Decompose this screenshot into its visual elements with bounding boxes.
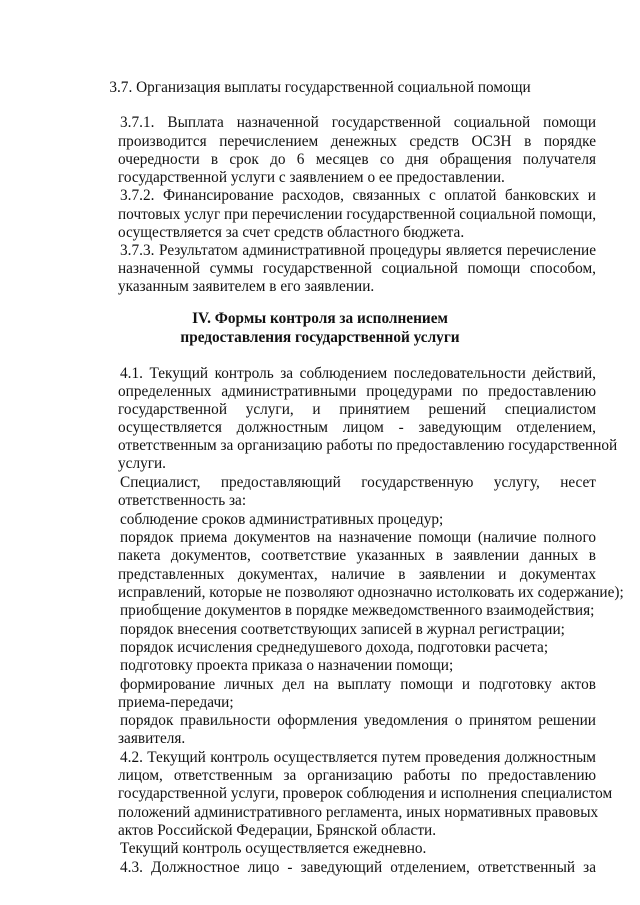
text-line: ответственность за: xyxy=(118,492,247,509)
text-line: 4.2. Текущий контроль осуществляется путем проведения должностным xyxy=(120,749,596,766)
text-line: ответственным за организацию работы по предоставлению государственной xyxy=(118,437,618,454)
section-3-7-title: 3.7. Организация выплаты государственной социальной помощи xyxy=(109,79,531,96)
paragraph-daily-control: Текущий контроль осуществляется ежедневно. xyxy=(120,840,427,857)
text-line: очередности в срок до 6 месяцев со дня обращения получателя xyxy=(118,151,596,168)
text-line: представленных документах, наличие в заявлении и документах xyxy=(118,566,596,583)
text-line: формирование личных дел на выплату помощи и подготовку актов xyxy=(120,676,596,693)
text-line: осуществляется за счет средств областного бюджета. xyxy=(118,224,465,241)
text-line: 4.1. Текущий контроль за соблюдением последовательности действий, xyxy=(120,365,596,382)
text-line: лицом, ответственным за организацию работы по предоставлению xyxy=(118,767,596,784)
responsibility-item: порядок исчисления среднедушевого дохода, подготовки расчета; xyxy=(120,639,549,656)
text-line: осуществляется должностным лицом - заведующим отделением, xyxy=(118,419,596,436)
responsibility-item: порядок внесения соответствующих записей в журнал регистрации; xyxy=(120,621,565,638)
text-line: 3.7.1. Выплата назначенной государственной социальной помощи xyxy=(120,114,596,131)
text-line: 3.7.3. Результатом административной процедуры является перечисление xyxy=(120,242,596,259)
text-line: порядок приема документов на назначение помощи (наличие полного xyxy=(120,529,596,546)
paragraph-4-3: 4.3. Должностное лицо - заведующий отделением, ответственный за xyxy=(120,859,596,876)
responsibility-item: подготовку проекта приказа о назначении помощи; xyxy=(120,657,454,674)
responsibility-item: соблюдение сроков административных процедур; xyxy=(120,511,444,528)
text-line: пакета документов, соответствие указанных в заявлении данных в xyxy=(118,547,596,564)
responsibility-item: приобщение документов в порядке межведомственного взаимодействия; xyxy=(120,602,595,619)
text-line: производится перечислением денежных средств ОСЗН в порядке xyxy=(118,133,596,150)
text-line: положений административного регламента, иных нормативных правовых xyxy=(118,804,599,821)
text-line: государственной услуги, и принятием решений специалистом xyxy=(118,401,596,418)
text-line: заявителя. xyxy=(118,730,186,747)
text-line: почтовых услуг при перечислении государственной социальной помощи, xyxy=(118,206,597,223)
section-iv-title-line-1: IV. Формы контроля за исполнением xyxy=(192,310,448,327)
section-iv-title-line-2: предоставления государственной услуги xyxy=(180,329,460,346)
text-line: актов Российской Федерации, Брянской области. xyxy=(118,822,437,839)
text-line: указанным заявителем в его заявлении. xyxy=(118,278,375,295)
text-line: назначенной суммы государственной социальной помощи способом, xyxy=(118,260,596,277)
text-line: определенных административными процедурами по предоставлению xyxy=(118,383,596,400)
text-line: 3.7.2. Финансирование расходов, связанных с оплатой банковских и xyxy=(120,187,596,204)
text-line: приема-передачи; xyxy=(118,694,234,711)
text-line: государственной услуги с заявлением о ее предоставлении. xyxy=(118,169,505,186)
text-line: государственной услуги, проверок соблюдения и исполнения специалистом xyxy=(118,785,613,802)
text-line: порядок правильности оформления уведомления о принятом решении xyxy=(120,712,596,729)
text-line: исправлений, которые не позволяют однозначно истолковать их содержание); xyxy=(118,584,624,601)
text-line: Специалист, предоставляющий государственную услугу, несет xyxy=(120,474,596,491)
text-line: услуги. xyxy=(118,455,167,472)
